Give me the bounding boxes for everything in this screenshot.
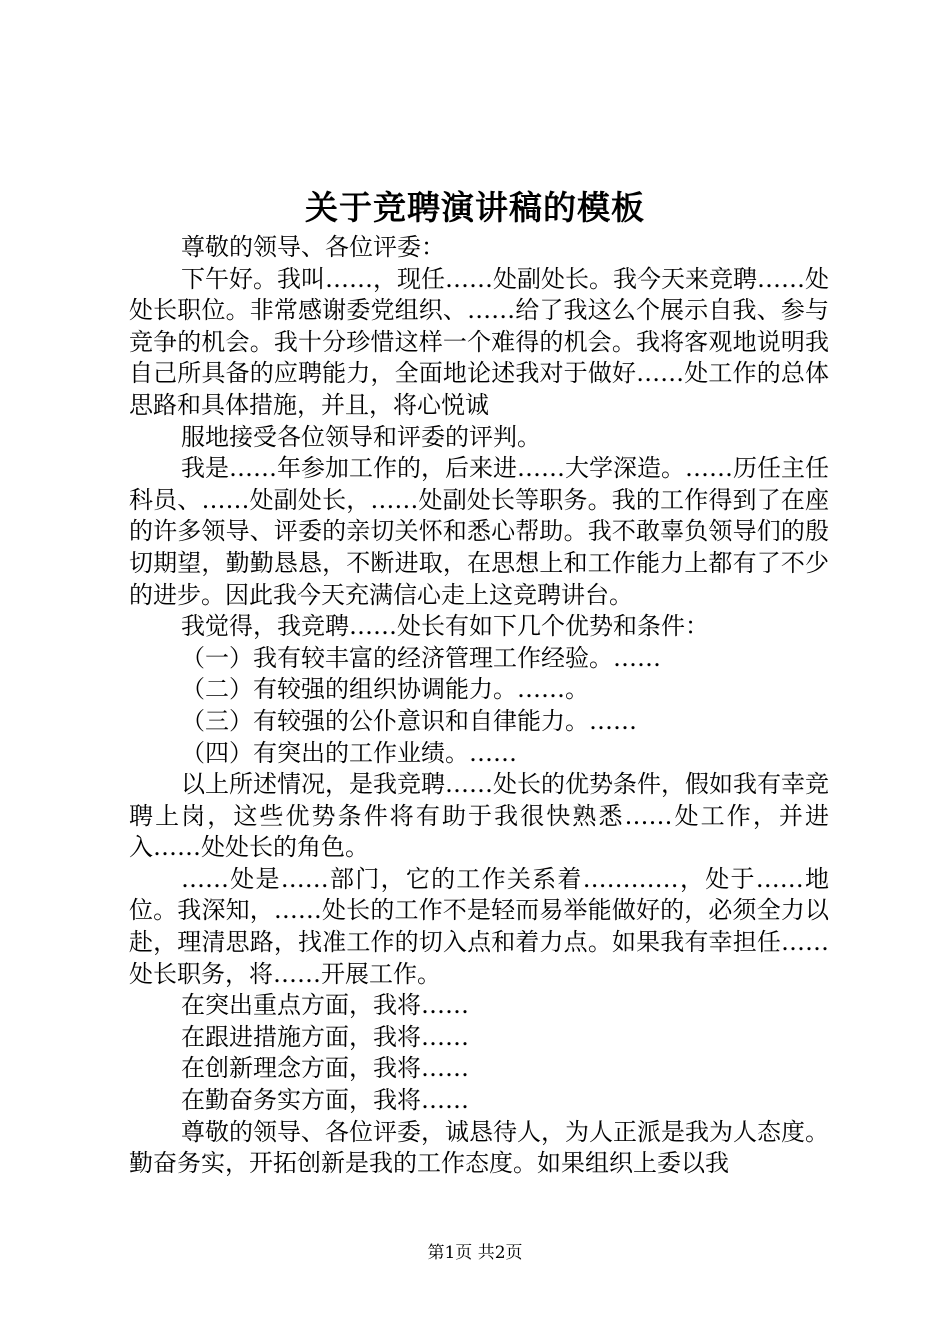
list-item: （四）有突出的工作业绩。…… [181,738,517,767]
paragraph: ……处是……部门，它的工作关系着…………，处于……地位。我深知，……处长的工作不是轻而易举能做好的，必须全力以赴，理清思路，找准工作的切入点和着力点。如果我有幸担任……处长职务，将……开展工作。 [129,864,829,988]
paragraph: 我是……年参加工作的，后来进……大学深造。……历任主任科员、……处副处长，……处副处长等职务。我的工作得到了在座的许多领导、评委的亲切关怀和悉心帮助。我不敢辜负领导们的殷切期望，勤勤恳恳，不断进取，在思想上和工作能力上都有了不少的进步。因此我今天充满信心走上这竞聘讲台。 [129,454,829,609]
document-body [129,232,829,1180]
list-item: 在创新理念方面，我将…… [181,1054,469,1083]
paragraph: 服地接受各位领导和评委的评判。 [181,422,541,451]
paragraph: 以上所述情况，是我竞聘……处长的优势条件，假如我有幸竞聘上岗，这些优势条件将有助于我很快熟悉……处工作，并进入……处处长的角色。 [129,770,829,862]
paragraph: 尊敬的领导、各位评委，诚恳待人，为人正派是我为人态度。勤奋务实，开拓创新是我的工作态度。如果组织上委以我 [129,1117,829,1178]
list-item: 在跟进措施方面，我将…… [181,1022,469,1051]
paragraph: 尊敬的领导、各位评委： [181,233,445,261]
page-number-footer: 第1页 共2页 [427,1243,523,1263]
list-item: （二）有较强的组织协调能力。……。 [181,675,589,704]
document-title: 关于竞聘演讲稿的模板 [305,188,645,227]
list-item: 在勤奋务实方面，我将…… [181,1086,469,1115]
list-item: 在突出重点方面，我将…… [181,991,469,1020]
list-item: （三）有较强的公仆意识和自律能力。…… [181,706,637,735]
paragraph: 我觉得，我竞聘……处长有如下几个优势和条件： [181,612,709,641]
list-item: （一）我有较丰富的经济管理工作经验。…… [181,643,661,672]
paragraph: 下午好。我叫……，现任……处副处长。我今天来竞聘……处处长职位。非常感谢委党组织、……给了我这么个展示自我、参与竞争的机会。我十分珍惜这样一个难得的机会。我将客观地说明我自己所具备的应聘能力，全面地论述我对于做好……处工作的总体思路和具体措施，并且，将心悦诚 [129,264,829,419]
